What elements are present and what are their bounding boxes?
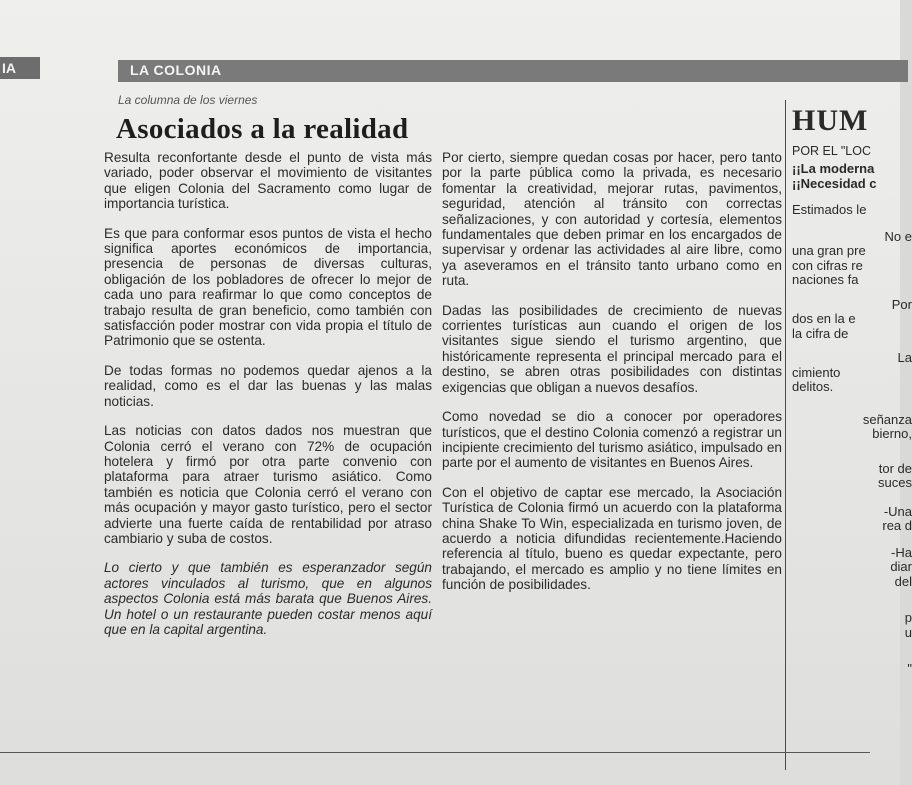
section-title: LA COLONIA [130, 62, 222, 78]
page-bottom-rule [0, 752, 870, 753]
paragraph: Dadas las posibilidades de crecimiento de nuevas corrientes turísticas aun cuando el origen de los visitantes sigue siendo el turismo argentino, que históricamente representa el principal mercado para el destino, se abren otras posibilidades con distintas exigencias que obligan a nuevos desafíos. [442, 302, 782, 395]
sidebar-line: No e [884, 228, 912, 244]
article-column-1 [104, 150, 432, 651]
column-kicker: La columna de los viernes [118, 93, 258, 107]
section-header-bar [118, 60, 908, 82]
sidebar-line: ¡¡La moderna [792, 161, 875, 176]
sidebar-line: bierno, [872, 426, 912, 441]
sidebar-line: del [894, 573, 912, 589]
sidebar-line: cimiento [792, 364, 841, 380]
paragraph: Es que para conformar esos puntos de vista el hecho significa aportes económicos de importancia, presencia de personas de diversas culturas, obligación de los pobladores de ofrecer lo mejor de cada uno para reafirmar lo que como conceptos de trabajo resulta de gran beneficio, como también con satisfacción poder mostrar con vida propia el título de Patrimonio que se ostenta. [104, 225, 432, 349]
sidebar-line: Por [891, 296, 912, 312]
sidebar-line: una gran pre [792, 243, 866, 258]
sidebar-line: naciones fa [792, 272, 859, 287]
sidebar-line: tor de [878, 460, 912, 476]
sidebar-line: -Una [883, 503, 912, 519]
paragraph: Lo cierto y que también es esperanzador según actores vinculados al turismo, que en algunos aspectos Colonia está más barata que Buenos Aires. Un hotel o un restaurante pueden costar menos aquí que en la capital argentina. [104, 560, 432, 637]
sidebar-column [792, 100, 912, 677]
paragraph: Por cierto, siempre quedan cosas por hacer, pero tanto por la parte pública como la privada, es necesario fomentar la creatividad, mejorar rutas, pavimentos, seguridad, atención al tránsito con correctas señalizaciones, y con autoridad y cortesía, elementos fundamentales que deben primar en los encargados de supervisar y ordenar las actividades al aire libre, como ya aseveramos en el tránsito tanto urbano como en ruta. [442, 150, 782, 289]
sidebar-line: con cifras re [792, 257, 863, 273]
sidebar-line: La [897, 350, 912, 365]
paragraph: Resulta reconfortante desde el punto de vista más variado, poder observar el movimiento de visitantes que eligen Colonia del Sacramento como lugar de importancia turística. [104, 150, 432, 212]
sidebar-line: " [907, 661, 912, 676]
paragraph: Las noticias con datos dados nos muestran que Colonia cerró el verano con 72% de ocupación hotelera y firmó por otra parte convenio con plataforma para atraer turismo asiático. Como también es noticia que Colonia cerró el verano con más ocupación y mayor gasto turístico, pero el sector advierte una fuerte caída de rentabilidad por atraso cambiario y suba de costos. [104, 423, 432, 546]
sidebar-line: dos en la e [792, 311, 856, 326]
paragraph: De todas formas no podemos quedar ajenos a la realidad, como es el dar las buenas y las malas noticias. [104, 362, 432, 409]
article-headline: Asociados a la realidad [116, 113, 409, 145]
paragraph: Como novedad se dio a conocer por operadores turísticos, que el destino Colonia comenzó a registrar un incipiente crecimiento del turismo asiático, impulsado en parte por el aumento de visitantes en Buenos Aires. [442, 409, 782, 471]
column-divider [785, 100, 786, 770]
sidebar-line: suces [878, 475, 912, 490]
sidebar-line: p [904, 610, 912, 625]
sidebar-byline: POR EL "LOC [792, 144, 871, 158]
sidebar-title: HUM [792, 104, 869, 137]
sidebar-line: ¡¡Necesidad c [792, 175, 877, 191]
sidebar-line: la cifra de [792, 325, 849, 341]
sidebar-line: delitos. [792, 379, 834, 394]
sidebar-line: -Ha [891, 544, 912, 560]
sidebar-line: u [904, 624, 912, 640]
page-edge-tab: IA [0, 57, 40, 79]
sidebar-line: Estimados le [792, 202, 867, 217]
article-column-2 [442, 150, 782, 607]
sidebar-line: señanza [862, 411, 912, 427]
paragraph: Con el objetivo de captar ese mercado, la Asociación Turística de Colonia firmó un acuerdo con la plataforma china Shake To Win, especializada en turismo joven, de acuerdo a noticia difundidas recientemente.Haciendo referencia al título, bueno es quedar expectante, pero trabajando, el mercado es amplio y no tiene límites en función de posibilidades. [442, 484, 782, 593]
sidebar-line: rea d [882, 518, 912, 533]
sidebar-line: diar [890, 559, 912, 574]
